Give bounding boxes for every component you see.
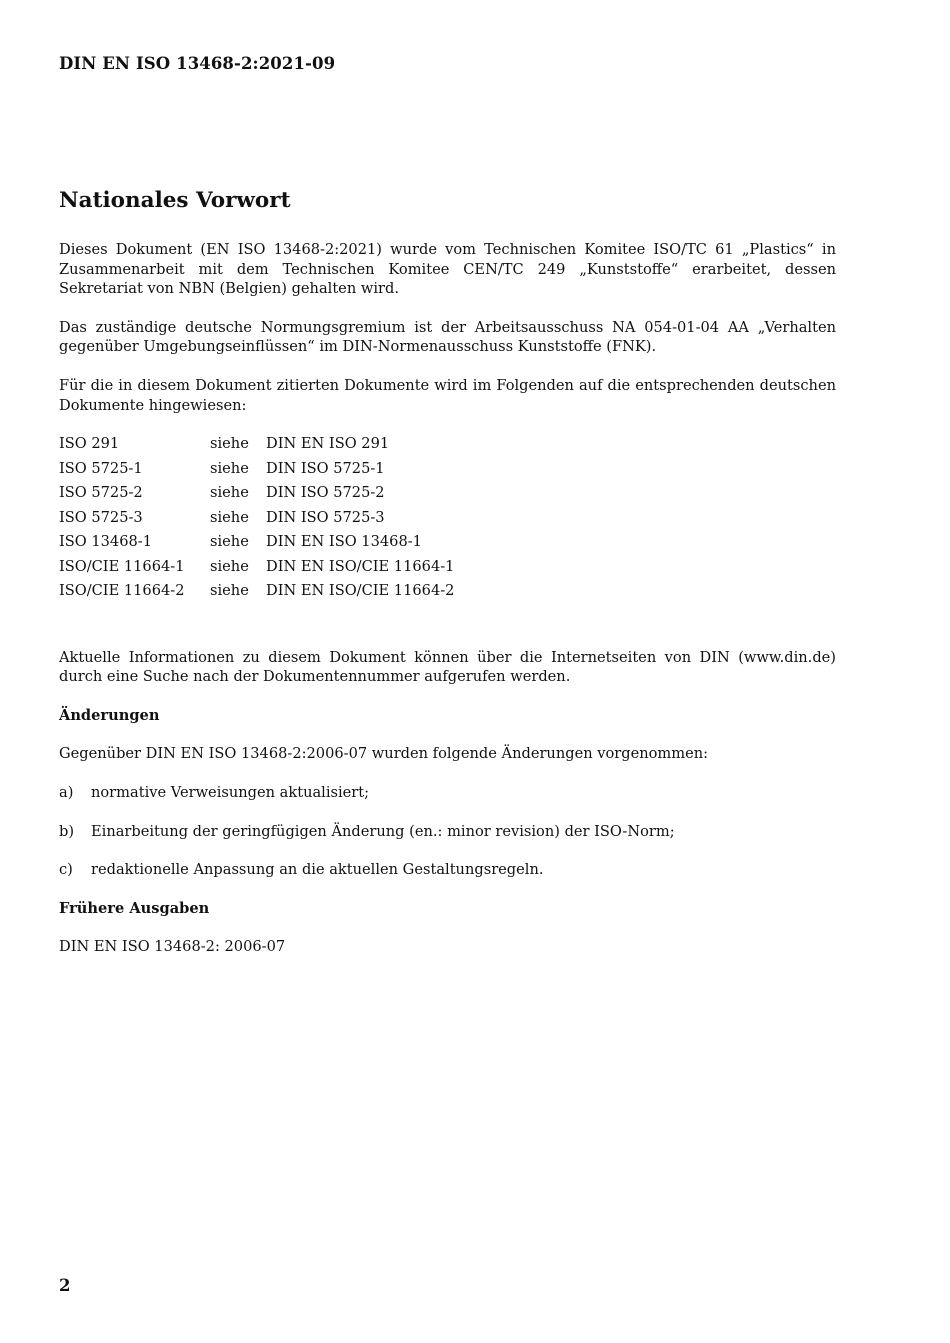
- see-label: siehe: [210, 557, 249, 575]
- see-label: siehe: [210, 484, 249, 502]
- iso-reference: ISO 5725-3: [59, 508, 143, 526]
- iso-reference: ISO/CIE 11664-2: [59, 582, 185, 600]
- iso-reference: ISO 13468-1: [59, 533, 153, 551]
- previous-editions-heading: Frühere Ausgaben: [59, 899, 210, 917]
- document-body: [59, 240, 836, 976]
- list-item: [59, 822, 836, 842]
- references-table: [59, 434, 836, 606]
- table-row: [59, 434, 836, 459]
- list-item-text: normative Verweisungen aktualisiert;: [91, 784, 370, 802]
- see-label: siehe: [210, 459, 249, 477]
- page-title: Nationales Vorwort: [59, 188, 291, 213]
- list-item-text: Einarbeitung der geringfügigen Änderung (en.: minor revision) der ISO-Norm;: [91, 822, 675, 840]
- iso-reference: ISO/CIE 11664-1: [59, 557, 185, 575]
- page-number: 2: [59, 1276, 71, 1295]
- previous-editions-text: DIN EN ISO 13468-2: 2006-07: [59, 938, 286, 956]
- iso-reference: ISO 291: [59, 435, 120, 453]
- list-item: [59, 860, 836, 880]
- din-reference: DIN ISO 5725-3: [266, 508, 385, 526]
- paragraph-national-body: Das zuständige deutsche Normungsgremium ist der Arbeitsausschuss NA 054-01-04 AA „Verhalten gegenüber Umgebungseinflüssen“ im DIN-Normenausschuss Kunststoffe (FNK).: [59, 318, 836, 356]
- changes-heading: Änderungen: [59, 706, 160, 724]
- document-header: DIN EN ISO 13468-2:2021-09: [59, 54, 336, 73]
- din-reference: DIN ISO 5725-1: [266, 459, 385, 477]
- see-label: siehe: [210, 582, 249, 600]
- see-label: siehe: [210, 508, 249, 526]
- iso-reference: ISO 5725-1: [59, 459, 143, 477]
- list-item: [59, 783, 836, 803]
- iso-reference: ISO 5725-2: [59, 484, 143, 502]
- din-reference: DIN EN ISO 291: [266, 435, 390, 453]
- table-row: [59, 581, 836, 606]
- table-row: [59, 508, 836, 533]
- paragraph-committee: Dieses Dokument (EN ISO 13468-2:2021) wurde vom Technischen Komitee ISO/TC 61 „Plastics“ in Zusammenarbeit mit dem Technischen Komitee CEN/TC 249 „Kunststoffe“ erarbeitet, dessen Sekretariat von NBN (Belgien) gehalten wird.: [59, 241, 836, 298]
- table-row: [59, 483, 836, 508]
- paragraph-info: Aktuelle Informationen zu diesem Dokument können über die Internetseiten von DIN (www.din.de) durch eine Suche nach der Dokumentennummer aufgerufen werden.: [59, 648, 836, 686]
- paragraph-references-intro: Für die in diesem Dokument zitierten Dokumente wird im Folgenden auf die entsprechenden deutschen Dokumente hingewiesen:: [59, 376, 836, 414]
- din-reference: DIN EN ISO 13468-1: [266, 533, 422, 551]
- din-reference: DIN ISO 5725-2: [266, 484, 385, 502]
- table-row: [59, 459, 836, 484]
- document-page: [59, 0, 836, 1343]
- list-item-text: redaktionelle Anpassung an die aktuellen Gestaltungsregeln.: [91, 861, 544, 879]
- changes-intro: Gegenüber DIN EN ISO 13468-2:2006-07 wurden folgende Änderungen vorgenommen:: [59, 745, 709, 763]
- see-label: siehe: [210, 435, 249, 453]
- list-item-label: a): [59, 784, 74, 802]
- table-row: [59, 532, 836, 557]
- din-reference: DIN EN ISO/CIE 11664-2: [266, 582, 455, 600]
- din-reference: DIN EN ISO/CIE 11664-1: [266, 557, 455, 575]
- see-label: siehe: [210, 533, 249, 551]
- list-item-label: c): [59, 861, 73, 879]
- table-row: [59, 557, 836, 582]
- list-item-label: b): [59, 822, 75, 840]
